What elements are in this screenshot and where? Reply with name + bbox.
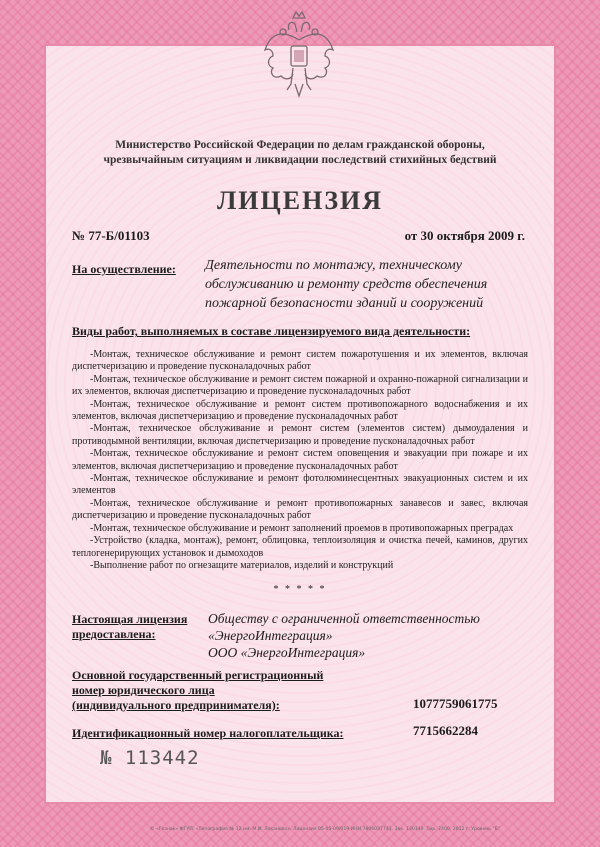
- ogrn-label-line-2: номер юридического лица: [72, 683, 215, 697]
- inn-value: 7715662284: [413, 723, 478, 738]
- holder-label-line-1: Настоящая лицензия: [72, 612, 188, 626]
- list-item: -Монтаж, техническое обслуживание и ремонт систем противопожарного водоснабжения и их элементов, включая диспетчеризацию и проведение пусконаладочных работ: [72, 398, 528, 423]
- license-date: от 30 октября 2009 г.: [404, 228, 525, 243]
- separator-stars: * * * * *: [273, 584, 327, 595]
- holder-name: [208, 610, 538, 661]
- list-item: -Монтаж, техническое обслуживание и ремонт заполнений проемов в противопожарных преградах: [90, 522, 514, 534]
- works-title: Виды работ, выполняемых в составе лицензируемого вида деятельности:: [72, 324, 471, 338]
- list-item: -Монтаж, техническое обслуживание и ремонт противопожарных занавесов и завес, включая диспетчеризацию и проведение пусконаладочных работ: [72, 497, 528, 522]
- list-item: -Устройство (кладка, монтаж), ремонт, облицовка, теплоизоляция и очистка печей, каминов, других теплогенерирующих установок и дымоходов: [72, 535, 528, 559]
- activity-label: На осуществление:: [72, 262, 176, 276]
- ogrn-value: 1077759061775: [413, 696, 498, 711]
- double-headed-eagle-emblem-icon: [263, 10, 335, 108]
- list-item: -Монтаж, техническое обслуживание и ремонт фотолюминесцентных эвакуационных систем и их элементов: [72, 473, 528, 497]
- printer-imprint: © «Гознак» ФГУП. «Типография № 12 им. М.И. Лоханова». Лицензия 05-05-09/019 ИНН 7806037741. Зак. 130149. Тир. 7400. 2012 г. Уровень "Б": [150, 827, 500, 832]
- list-item: -Выполнение работ по огнезащите материалов, изделий и конструкций: [90, 559, 394, 571]
- list-item: -Монтаж, техническое обслуживание и ремонт систем пожаротушения и их элементов, включая диспетчеризацию и проведение пусконаладочных работ: [72, 349, 528, 373]
- inn-label: Идентификационный номер налогоплательщика:: [72, 726, 344, 740]
- ministry-heading: [60, 138, 540, 168]
- ogrn-label-line-3: (индивидуального предпринимателя):: [72, 698, 280, 712]
- works-list: [72, 349, 528, 572]
- list-item: -Монтаж, техническое обслуживание и ремонт систем (элементов систем) дымоудаления и противодымной вентиляции, включая диспетчеризацию и проведение пусконаладочных работ: [72, 423, 528, 447]
- ogrn-label: [72, 668, 323, 713]
- blank-serial-number: № 113442: [100, 747, 200, 769]
- holder-label: [72, 612, 187, 642]
- activity-description: Деятельности по монтажу, техническому обслуживанию и ремонту средств обеспечения пожарной безопасности зданий и сооружений: [205, 258, 488, 311]
- holder-name-line-1: Обществу с ограниченной ответственностью: [208, 611, 480, 626]
- holder-short-name: ООО «ЭнергоИнтеграция»: [208, 645, 366, 660]
- list-item: -Монтаж, техническое обслуживание и ремонт систем оповещения и эвакуации при пожаре и их элементов, включая диспетчеризацию и проведение пусконаладочных работ: [72, 448, 528, 472]
- ministry-line-2: чрезвычайным ситуациям и ликвидации последствий стихийных бедствий: [103, 154, 497, 166]
- ogrn-label-line-1: Основной государственный регистрационный: [72, 668, 324, 682]
- holder-name-line-2: «ЭнергоИнтеграция»: [208, 628, 333, 643]
- document-title: ЛИЦЕНЗИЯ: [216, 186, 384, 215]
- ministry-line-1: Министерство Российской Федерации по делам гражданской обороны,: [115, 139, 485, 151]
- holder-label-line-2: предоставлена:: [72, 627, 156, 641]
- list-item: -Монтаж, техническое обслуживание и ремонт систем пожарной и охранно-пожарной сигнализации и их элементов, включая диспетчеризацию и проведение пусконаладочных работ: [72, 373, 528, 398]
- license-number: № 77-Б/01103: [72, 228, 150, 243]
